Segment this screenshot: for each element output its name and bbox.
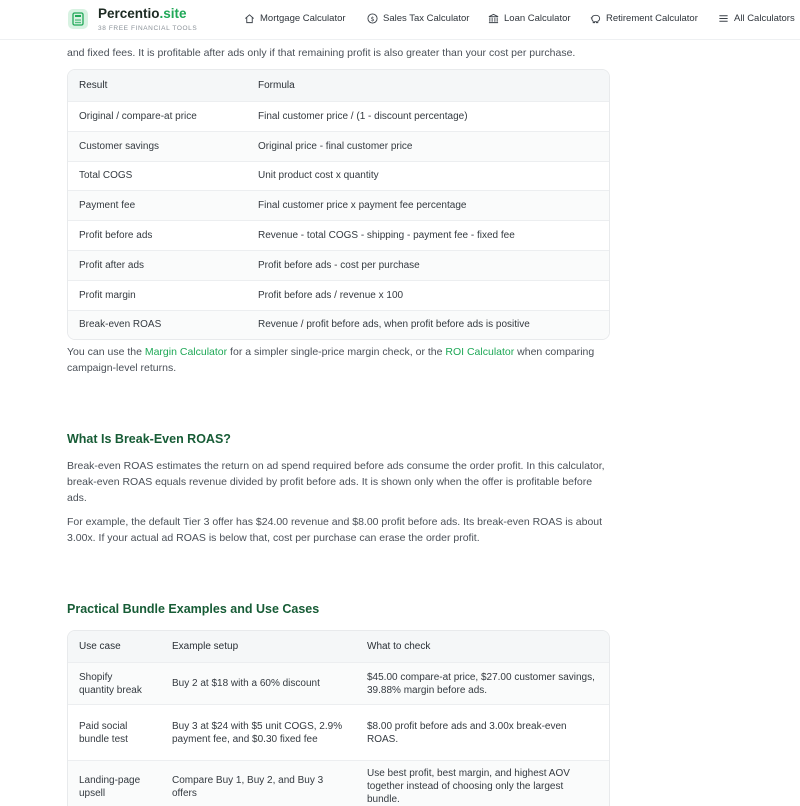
table-row (68, 101, 609, 131)
table-row (68, 662, 609, 704)
table-row (68, 760, 609, 806)
use-case-table (67, 630, 610, 806)
dollar-circle-icon (367, 13, 378, 24)
nav-retirement-calculator[interactable] (590, 13, 698, 24)
table-row (68, 280, 609, 310)
formula-cell: Revenue / profit before ads, when profit before ads is positive (247, 310, 609, 340)
result-cell: Payment fee (68, 190, 247, 220)
bank-icon (488, 13, 499, 24)
nav-label: Loan Calculator (504, 13, 571, 24)
use-case-cell: Landing-page upsell (68, 760, 161, 806)
margin-calculator-link[interactable]: Margin Calculator (144, 346, 228, 358)
menu-icon (718, 13, 729, 24)
brand-tagline: 38 FREE FINANCIAL TOOLS (98, 25, 198, 32)
intro-paragraph-fragment: and fixed fees. It is profitable after ads only if that remaining profit is also greater than your cost per purchase. (67, 47, 576, 59)
brand-name[interactable]: Percentio.site (98, 6, 187, 21)
formula-cell: Original price - final customer price (247, 131, 609, 161)
table-row (68, 131, 609, 161)
formula-table (67, 69, 610, 340)
column-header: Result (68, 70, 247, 101)
nav-label: Retirement Calculator (606, 13, 698, 24)
formula-cell: Final customer price / (1 - discount percentage) (247, 101, 609, 131)
setup-cell: Buy 3 at $24 with $5 unit COGS, 2.9% payment fee, and $0.30 fixed fee (161, 704, 356, 760)
section-heading-break-even-roas: What Is Break-Even ROAS? (67, 432, 231, 446)
check-cell: Use best profit, best margin, and highest AOV together instead of choosing only the largest bundle. (356, 760, 609, 806)
roas-paragraph-2: For example, the default Tier 3 offer has $24.00 revenue and $8.00 profit before ads. Its break-even ROAS is about 3.00x. If your actual ad ROAS is below that, cost per purchase can erase the order profit. (67, 516, 603, 544)
result-cell: Break-even ROAS (68, 310, 247, 340)
related-calculators-paragraph: You can use the Margin Calculator for a simpler single-price margin check, or the ROI Calculator when comparing campaign-level returns. (67, 346, 595, 374)
column-header: Formula (247, 70, 609, 101)
result-cell: Original / compare-at price (68, 101, 247, 131)
section-heading-bundle-examples: Practical Bundle Examples and Use Cases (67, 602, 320, 616)
logo-icon[interactable] (68, 9, 88, 29)
nav-sales-tax-calculator[interactable] (367, 13, 469, 24)
setup-cell: Compare Buy 1, Buy 2, and Buy 3 offers (161, 760, 356, 806)
formula-cell: Final customer price x payment fee percentage (247, 190, 609, 220)
formula-cell: Profit before ads - cost per purchase (247, 250, 609, 280)
nav-all-calculators[interactable] (718, 13, 795, 24)
site-header (0, 0, 800, 40)
table-row (68, 250, 609, 280)
roas-paragraph-1: Break-even ROAS estimates the return on ad spend required before ads consume the order profit. In this calculator, break-even ROAS equals revenue divided by profit before ads. It is shown only when the offer is profitable before ads. (67, 460, 605, 504)
piggy-bank-icon (590, 13, 601, 24)
column-header: Example setup (161, 631, 356, 662)
nav-loan-calculator[interactable] (488, 13, 571, 24)
table-row (68, 704, 609, 760)
use-case-cell: Shopify quantity break (68, 662, 161, 704)
nav-mortgage-calculator[interactable] (244, 13, 346, 24)
nav-label: All Calculators (734, 13, 795, 24)
use-case-cell: Paid social bundle test (68, 704, 161, 760)
result-cell: Profit before ads (68, 220, 247, 250)
nav-label: Sales Tax Calculator (383, 13, 470, 24)
table-row (68, 161, 609, 191)
formula-cell: Unit product cost x quantity (247, 161, 609, 191)
nav-label: Mortgage Calculator (260, 13, 346, 24)
formula-cell: Revenue - total COGS - shipping - payment fee - fixed fee (247, 220, 609, 250)
table-row (68, 310, 609, 340)
roi-calculator-link[interactable]: ROI Calculator (445, 346, 515, 358)
result-cell: Total COGS (68, 161, 247, 191)
setup-cell: Buy 2 at $18 with a 60% discount (161, 662, 356, 704)
check-cell: $8.00 profit before ads and 3.00x break-even ROAS. (356, 704, 609, 760)
check-cell: $45.00 compare-at price, $27.00 customer savings, 39.88% margin before ads. (356, 662, 609, 704)
result-cell: Profit after ads (68, 250, 247, 280)
column-header: What to check (356, 631, 609, 662)
table-row (68, 220, 609, 250)
formula-cell: Profit before ads / revenue x 100 (247, 280, 609, 310)
svg-text:$: $ (370, 14, 375, 23)
table-row (68, 190, 609, 220)
result-cell: Profit margin (68, 280, 247, 310)
result-cell: Customer savings (68, 131, 247, 161)
column-header: Use case (68, 631, 161, 662)
home-icon (244, 13, 255, 24)
